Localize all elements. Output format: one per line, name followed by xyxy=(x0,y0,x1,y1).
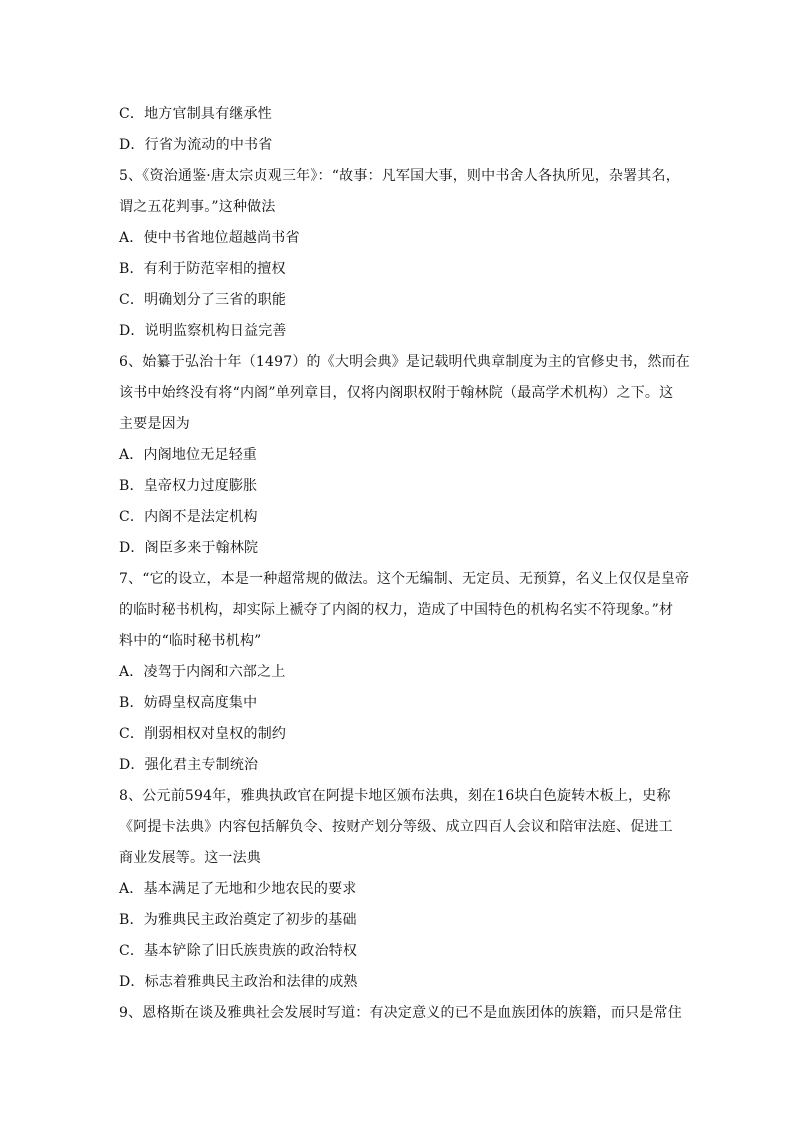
option-4c: C．地方官制具有继承性 xyxy=(119,106,272,122)
question-8-stem-line-3: 商业发展等。这一法典 xyxy=(119,850,261,866)
option-5b: B．有利于防范宰相的擅权 xyxy=(119,261,286,277)
question-8-stem-line-1: 8、公元前594年，雅典执政官在阿提卡地区颁布法典，刻在16块白色旋转木板上，史称 xyxy=(119,788,671,804)
option-7c: C．削弱相权对皇权的制约 xyxy=(119,726,287,742)
option-6a: A．内阁地位无足轻重 xyxy=(119,447,258,463)
option-6d: D．阁臣多来于翰林院 xyxy=(119,540,259,556)
option-6b: B．皇帝权力过度膨胀 xyxy=(119,478,258,494)
option-8c: C．基本铲除了旧氏族贵族的政治特权 xyxy=(119,943,358,959)
option-8d: D．标志着雅典民主政治和法律的成熟 xyxy=(119,974,358,990)
question-5-stem-line-1: 5、《资治通鉴·唐太宗贞观三年》：“故事：凡军国大事，则中书舍人各执所见，杂署其名， xyxy=(119,168,680,184)
option-5a: A．使中书省地位超越尚书省 xyxy=(119,230,300,246)
question-6-stem-line-2: 该书中始终没有将“内阁”单列章目，仅将内阁职权附于翰林院（最高学术机构）之下。这 xyxy=(119,385,674,401)
option-8a: A．基本满足了无地和少地农民的要求 xyxy=(119,881,357,897)
question-6-stem-line-3: 主要是因为 xyxy=(119,416,190,432)
option-8b: B．为雅典民主政治奠定了初步的基础 xyxy=(119,912,357,928)
question-7-stem-line-2: 的临时秘书机构，却实际上褫夺了内阁的权力，造成了中国特色的机构名实不符现象。”材 xyxy=(119,602,674,618)
option-5d: D．说明监察机构日益完善 xyxy=(119,323,287,339)
question-8-stem-line-2: 《阿提卡法典》内容包括解负令、按财产划分等级、成立四百人会议和陪审法庭、促进工 xyxy=(119,819,673,835)
option-5c: C．明确划分了三省的职能 xyxy=(119,292,287,308)
option-7a: A．凌驾于内阁和六部之上 xyxy=(119,664,286,680)
question-9-stem-line-1: 9、恩格斯在谈及雅典社会发展时写道：有决定意义的已不是血族团体的族籍，而只是常住 xyxy=(119,1005,682,1021)
question-5-stem-line-2: 谓之五花判事。”这种做法 xyxy=(119,199,276,215)
option-4d: D．行省为流动的中书省 xyxy=(119,137,273,153)
question-7-stem-line-3: 料中的“临时秘书机构” xyxy=(119,633,262,649)
question-7-stem-line-1: 7、“它的设立，本是一种超常规的做法。这个无编制、无定员、无预算，名义上仅仅是皇帝 xyxy=(119,571,690,587)
option-6c: C．内阁不是法定机构 xyxy=(119,509,258,525)
option-7d: D．强化君主专制统治 xyxy=(119,757,259,773)
question-6-stem-line-1: 6、始纂于弘治十年（1497）的《大明会典》是记载明代典章制度为主的官修史书，然而在 xyxy=(119,354,690,370)
option-7b: B．妨碍皇权高度集中 xyxy=(119,695,258,711)
